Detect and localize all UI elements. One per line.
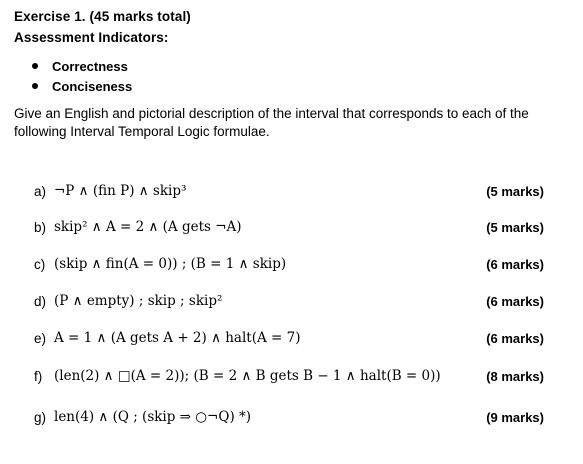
exercise-marks: (5 marks) xyxy=(486,220,544,235)
indicator-item xyxy=(30,58,132,78)
exercise-label: c) xyxy=(34,257,46,272)
exercise-formula: A = 1 ∧ (A gets A + 2) ∧ halt(A = 7) xyxy=(54,330,301,346)
exercise-label: f) xyxy=(34,369,43,384)
exercise-label: b) xyxy=(34,220,47,235)
exercise-formula: skip² ∧ A = 2 ∧ (A gets ¬A) xyxy=(54,219,242,235)
indicator-list xyxy=(30,58,132,98)
exercise-label: g) xyxy=(34,410,47,425)
exercise-marks: (8 marks) xyxy=(486,369,544,384)
exercise-formula: (skip ∧ fin(A = 0)) ; (B = 1 ∧ skip) xyxy=(54,256,287,272)
exercise-marks: (6 marks) xyxy=(486,294,544,309)
instructions-paragraph: Give an English and pictorial description of the interval that corresponds to each of the following Interval Temporal Logic formulae. xyxy=(14,106,529,139)
indicator-label: Conciseness xyxy=(52,79,133,94)
exercise-marks: (6 marks) xyxy=(486,257,544,272)
exercise-item-f xyxy=(34,366,544,388)
exercise-label: e) xyxy=(34,331,47,346)
exercise-item-g xyxy=(34,407,544,429)
exercise-marks: (6 marks) xyxy=(486,331,544,346)
exercise-formula: ¬P ∧ (fin P) ∧ skip³ xyxy=(54,183,187,199)
exercise-label: a) xyxy=(34,184,47,199)
exercise-formula: (len(2) ∧ □(A = 2)); (B = 2 ∧ B gets B − 1 ∧ halt(B = 0)) xyxy=(54,368,441,384)
exercise-item-e xyxy=(34,328,544,350)
indicator-label: Correctness xyxy=(52,59,128,74)
exercise-item-b xyxy=(34,217,544,239)
exercise-item-a xyxy=(34,181,544,203)
exercise-title: Exercise 1. (45 marks total) xyxy=(14,9,191,24)
exercise-marks: (5 marks) xyxy=(486,184,544,199)
exercise-item-d xyxy=(34,291,544,313)
bullet-icon xyxy=(32,83,38,89)
exercise-formula: len(4) ∧ (Q ; (skip ⇒ ○¬Q) *) xyxy=(54,409,252,425)
exercise-formula: (P ∧ empty) ; skip ; skip² xyxy=(54,293,223,309)
bullet-icon xyxy=(32,63,38,69)
exercise-label: d) xyxy=(34,294,47,309)
exercise-marks: (9 marks) xyxy=(486,410,544,425)
assessment-indicators-heading: Assessment Indicators: xyxy=(14,30,169,45)
exercise-item-c xyxy=(34,254,544,276)
indicator-item xyxy=(30,78,132,98)
